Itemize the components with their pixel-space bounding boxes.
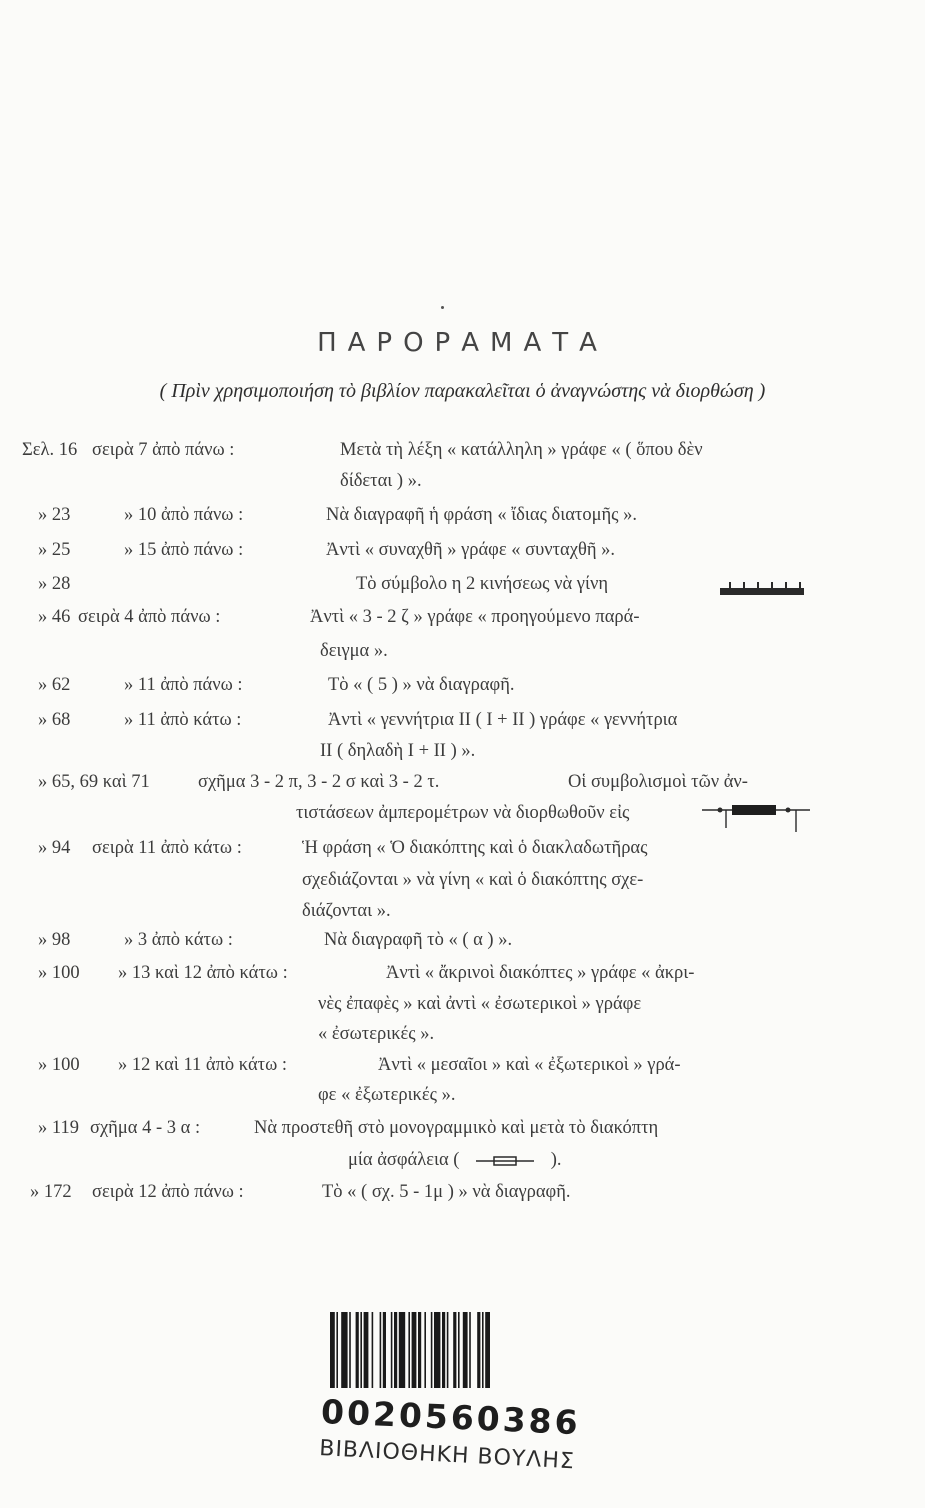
barcode-bar xyxy=(349,1312,351,1388)
correction-continuation: ΙΙ ( δηλαδὴ Ι + ΙΙ ) ». xyxy=(320,741,476,761)
page-ref: » 62 xyxy=(38,675,71,695)
page-ref: » 65, 69 καὶ 71 xyxy=(38,772,150,792)
correction-text: Οἱ συμβολισμοὶ τῶν ἀν- xyxy=(568,772,748,792)
barcode-bar xyxy=(412,1312,417,1388)
page-ref: » 98 xyxy=(38,930,71,950)
barcode-bar xyxy=(458,1312,460,1388)
barcode-bar xyxy=(485,1312,490,1388)
barcode-bar xyxy=(447,1312,449,1388)
line-ref: σειρὰ 12 ἀπὸ πάνω : xyxy=(92,1182,244,1202)
correction-continuation-start: μία ἀσφάλεια ( xyxy=(348,1150,460,1170)
correction-text: Νὰ προστεθῆ στὸ μονογραμμικὸ καὶ μετὰ τὸ διακόπτη xyxy=(254,1118,659,1138)
line-ref: » 11 ἀπὸ κάτω : xyxy=(124,710,242,730)
line-ref: σχῆμα 4 - 3 α : xyxy=(90,1118,201,1138)
page-ref: » 100 xyxy=(38,1055,80,1075)
barcode-bar xyxy=(399,1312,405,1388)
barcode-bar xyxy=(431,1312,433,1388)
barcode-bar xyxy=(356,1312,359,1388)
barcode-bar xyxy=(418,1312,421,1388)
page-ref: » 23 xyxy=(38,505,71,525)
correction-text: Μετὰ τὴ λέξη « κατάλληλη » γράφε « ( ὅπου δὲν xyxy=(340,440,703,460)
barcode-bar xyxy=(383,1312,386,1388)
correction-text: Ἀντὶ « γεννήτρια ΙΙ ( Ι + ΙΙ ) γράφε « γεννήτρια xyxy=(328,710,678,730)
line-ref: » 11 ἀπὸ πάνω : xyxy=(124,675,243,695)
line-ref: » 15 ἀπὸ πάνω : xyxy=(124,540,244,560)
printer-dot xyxy=(441,306,444,309)
fuse-symbol-icon xyxy=(474,1153,536,1169)
barcode-bar xyxy=(434,1312,440,1388)
line-ref: » 13 καὶ 12 ἀπὸ κάτω : xyxy=(118,963,288,983)
correction-text: Ἡ φράση « Ὁ διακόπτης καὶ ὁ διακλαδωτῆρας xyxy=(302,838,648,858)
barcode-bar xyxy=(463,1312,468,1388)
barcode-bar xyxy=(394,1312,397,1388)
line-ref: » 12 καὶ 11 ἀπὸ κάτω : xyxy=(118,1055,288,1075)
library-barcode-label xyxy=(314,1308,584,1508)
line-ref: σειρὰ 11 ἀπὸ κάτω : xyxy=(92,838,242,858)
barcode xyxy=(314,1308,584,1394)
barcode-bar xyxy=(341,1312,347,1388)
line-ref: σχῆμα 3 - 2 π, 3 - 2 σ καὶ 3 - 2 τ. xyxy=(198,772,440,792)
line-ref: σειρὰ 4 ἀπὸ πάνω : xyxy=(78,607,221,627)
correction-continuation: σχεδιάζονται » νὰ γίνη « καὶ ὁ διακόπτης σχε- xyxy=(302,870,644,890)
page-ref: Σελ. 16 xyxy=(22,440,78,460)
barcode-bar xyxy=(408,1312,410,1388)
barcode-bar xyxy=(330,1312,335,1388)
barcode-bar xyxy=(482,1312,484,1388)
correction-continuation: δειγμα ». xyxy=(320,641,388,661)
correction-text: Τὸ « ( 5 ) » νὰ διαγραφῆ. xyxy=(328,675,515,695)
correction-continuation: τιστάσεων ἀμπερομέτρων νὰ διορθωθοῦν εἰς xyxy=(296,803,630,823)
correction-text: Ἀντὶ « συναχθῆ » γράφε « συνταχθῆ ». xyxy=(326,540,615,560)
correction-continuation: δίδεται ) ». xyxy=(340,471,422,491)
barcode-bar xyxy=(442,1312,445,1388)
page-ref: » 172 xyxy=(30,1182,72,1202)
barcode-bar xyxy=(372,1312,374,1388)
correction-text: Ἀντὶ « μεσαῖοι » καὶ « ἐξωτερικοὶ » γρά- xyxy=(378,1055,681,1075)
correction-text: Ἀντὶ « 3 - 2 ζ » γράφε « προηγούμενο παρά- xyxy=(310,607,640,627)
motion-symbol-icon xyxy=(718,580,808,598)
barcode-bar xyxy=(391,1312,393,1388)
page-ref: » 28 xyxy=(38,574,71,594)
correction-text: Νὰ διαγραφῆ τὸ « ( α ) ». xyxy=(324,930,513,950)
line-ref: σειρὰ 7 ἀπὸ πάνω : xyxy=(92,440,235,460)
correction-text: Τὸ « ( σχ. 5 - 1μ ) » νὰ διαγραφῆ. xyxy=(322,1182,571,1202)
ammeter-resistance-symbol-icon xyxy=(700,800,812,834)
library-stamp: ΒΙΒΛΙΟΘΗΚΗ ΒΟΥΛΗΣ xyxy=(318,1436,576,1475)
barcode-bar xyxy=(477,1312,480,1388)
barcode-bar xyxy=(469,1312,471,1388)
correction-text: Τὸ σύμβολο η 2 κινήσεως νὰ γίνη xyxy=(356,574,608,594)
correction-continuation xyxy=(348,1150,562,1171)
page-title: ΠΑΡΟΡΑΜΑΤΑ xyxy=(317,328,608,358)
correction-continuation: φε « ἐξωτερικές ». xyxy=(318,1085,456,1105)
page-ref: » 46 xyxy=(38,607,71,627)
correction-text: Ἀντὶ « ἄκρινοὶ διακόπτες » γράφε « ἀκρι- xyxy=(386,963,695,983)
barcode-number: 0020560386 xyxy=(320,1392,582,1443)
barcode-bar xyxy=(336,1312,338,1388)
page-ref: » 94 xyxy=(38,838,71,858)
correction-continuation-end: ). xyxy=(550,1150,562,1170)
barcode-bar xyxy=(453,1312,456,1388)
page-ref: » 68 xyxy=(38,710,71,730)
barcode-bar xyxy=(360,1312,362,1388)
barcode-bar xyxy=(364,1312,369,1388)
line-ref: » 10 ἀπὸ πάνω : xyxy=(124,505,244,525)
correction-continuation: διάζονται ». xyxy=(302,901,391,921)
correction-continuation: νὲς ἐπαφὲς » καὶ ἀντὶ « ἐσωτερικοὶ » γράφε xyxy=(318,994,642,1014)
page-subtitle: ( Πρὶν χρησιμοποιήση τὸ βιβλίον παρακαλεῖται ὁ ἀναγνώστης νὰ διορθώση ) xyxy=(159,380,766,402)
barcode-bar xyxy=(380,1312,382,1388)
page-ref: » 25 xyxy=(38,540,71,560)
page-ref: » 100 xyxy=(38,963,80,983)
correction-continuation: « ἐσωτερικές ». xyxy=(318,1024,435,1044)
barcode-bar xyxy=(424,1312,426,1388)
correction-text: Νὰ διαγραφῆ ἡ φράση « ἴδιας διατομῆς ». xyxy=(326,505,637,525)
page-ref: » 119 xyxy=(38,1118,79,1138)
line-ref: » 3 ἀπὸ κάτω : xyxy=(124,930,233,950)
